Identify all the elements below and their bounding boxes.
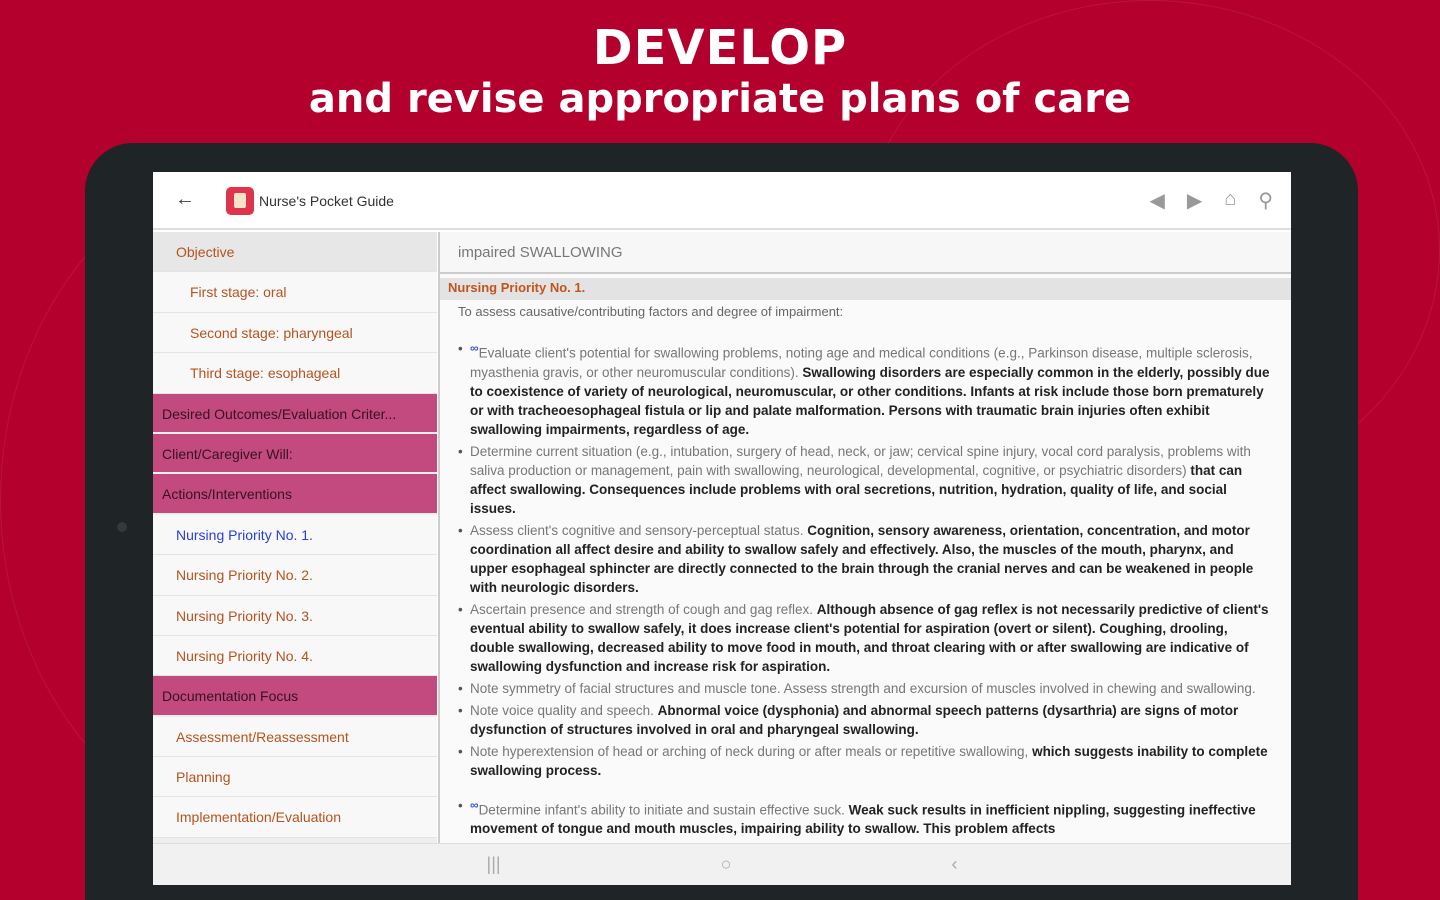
list-item — [458, 679, 1271, 698]
sidebar-item[interactable]: Second stage: pharyngeal — [153, 313, 437, 353]
sidebar-item[interactable]: Documentation Focus — [153, 676, 437, 716]
back-chevron-icon[interactable]: ‹ — [951, 854, 958, 874]
item-rationale: Swallowing disorders are especially common in the elderly, possibly due to coexistence of variety of neurological, neuromuscular, or other conditions. Infants at risk include those born prematurely or with tracheoesophageal fistula or lip and palate malformation. Persons with traumatic brain injuries often exhibit swallowing impairments, regardless of age. — [470, 364, 1270, 437]
recents-icon[interactable]: ||| — [486, 854, 501, 874]
content-title-bar — [440, 232, 1291, 274]
system-nav-bar — [153, 843, 1291, 885]
sidebar-item[interactable]: Actions/Interventions — [153, 474, 437, 514]
app-title: Nurse's Pocket Guide — [259, 193, 394, 209]
item-rationale: Weak suck results in inefficient nippling, suggesting ineffective movement of tongue and mouth muscles, impairing ability to swallow. This problem affects — [470, 802, 1256, 836]
list-item — [458, 339, 1271, 439]
link-icon[interactable]: ∞ — [470, 797, 479, 812]
link-icon[interactable]: ∞ — [470, 341, 479, 355]
section-heading: Nursing Priority No. 1. — [440, 278, 1291, 300]
app-bar — [153, 172, 1291, 230]
sidebar-item[interactable]: Nursing Priority No. 1. — [153, 515, 437, 555]
sidebar-item[interactable]: Nursing Priority No. 2. — [153, 555, 437, 595]
item-text: Assess client's cognitive and sensory-perceptual status. — [470, 522, 808, 538]
hero-subtitle: and revise appropriate plans of care — [308, 76, 1132, 122]
item-text: Note symmetry of facial structures and muscle tone. Assess strength and excursion of muscles involved in chewing and swallowing. — [470, 680, 1256, 696]
list-item — [458, 600, 1271, 676]
item-rationale: that can affect swallowing. Consequences include problems with oral secretions, nutrition, hydration, quality of life, and social issues. — [470, 462, 1243, 516]
sidebar-item[interactable]: Objective — [153, 232, 437, 272]
search-icon[interactable]: ⚲ — [1258, 190, 1273, 212]
home-circle-icon[interactable]: ○ — [720, 854, 732, 874]
list-item — [458, 796, 1271, 839]
item-text: Note hyperextension of head or arching of neck during or after meals or repetitive swallowing, — [470, 743, 1033, 759]
sidebar-item[interactable]: First stage: oral — [153, 272, 437, 312]
sidebar-item[interactable]: Third stage: esophageal — [153, 353, 437, 393]
sidebar-item[interactable]: Planning — [153, 757, 437, 797]
list-item — [458, 521, 1271, 597]
item-rationale: Although absence of gag reflex is not necessarily predictive of client's eventual ability to swallow safely, it does increase client's potential for aspiration (overt or silent). Coughing, drooling, double swallowing, decreased ability to move food in mouth, and throat clearing with or after swallowing are indicative of swallowing dysfunction and increase risk for aspiration. — [470, 601, 1269, 674]
item-text: Determine infant's ability to initiate and sustain effective suck. — [478, 802, 849, 817]
sidebar-item[interactable]: Nursing Priority No. 3. — [153, 596, 437, 636]
sidebar-item[interactable]: Client/Caregiver Will: — [153, 434, 437, 474]
sidebar-item[interactable]: Assessment/Reassessment — [153, 717, 437, 757]
hero-title: DEVELOP — [592, 20, 848, 76]
list-item — [458, 442, 1271, 518]
sidebar-item[interactable]: Desired Outcomes/Evaluation Criter... — [153, 394, 437, 434]
list-item — [458, 701, 1271, 739]
app-logo — [226, 187, 254, 215]
sidebar-item[interactable]: Implementation/Evaluation — [153, 797, 437, 837]
item-text: Evaluate client's potential for swallowing problems, noting age and medical conditions (e.g., Parkinson disease, multiple sclerosis, myasthenia gravis, or other neuromuscular conditions). — [470, 345, 1253, 380]
sidebar-item[interactable]: Nursing Priority No. 4. — [153, 636, 437, 676]
content-pane — [438, 232, 1291, 843]
list-item — [458, 742, 1271, 780]
previous-icon[interactable]: ◀ — [1149, 190, 1165, 212]
item-rationale: Abnormal voice (dysphonia) and abnormal speech patterns (dysarthria) are signs of motor dysfunction of structures involved in oral and pharyngeal swallowing. — [470, 702, 1239, 737]
item-rationale: which suggests inability to complete swallowing process. — [470, 743, 1268, 778]
item-text: Note voice quality and speech. — [470, 702, 658, 718]
section-intro: To assess causative/contributing factors and degree of impairment: — [458, 304, 844, 319]
home-icon[interactable]: ⌂ — [1224, 188, 1237, 210]
item-text: Ascertain presence and strength of cough and gag reflex. — [470, 601, 817, 617]
next-icon[interactable]: ▶ — [1186, 190, 1203, 212]
item-text: Determine current situation (e.g., intubation, surgery of head, neck, or jaw; cervical spine injury, vocal cord paralysis, problems with saliva production or management, pain with swallowing, neurological, developmental, cognitive, or psychiatric disorders) — [470, 443, 1251, 478]
interventions-list — [440, 339, 1291, 838]
app-screen — [153, 172, 1291, 885]
sidebar — [153, 232, 437, 843]
arrow-left-icon[interactable]: ← — [175, 188, 195, 210]
camera — [117, 522, 127, 532]
item-rationale: Cognition, sensory awareness, orientation, concentration, and motor coordination all affect desire and ability to swallow safely and effectively. Also, the muscles of the mouth, pharynx, and upper esophageal sphincter are directly connected to the brain through the cranial nerves and can be weakened in people with neurologic disorders. — [470, 522, 1254, 595]
topic-title: impaired SWALLOWING — [458, 244, 623, 261]
